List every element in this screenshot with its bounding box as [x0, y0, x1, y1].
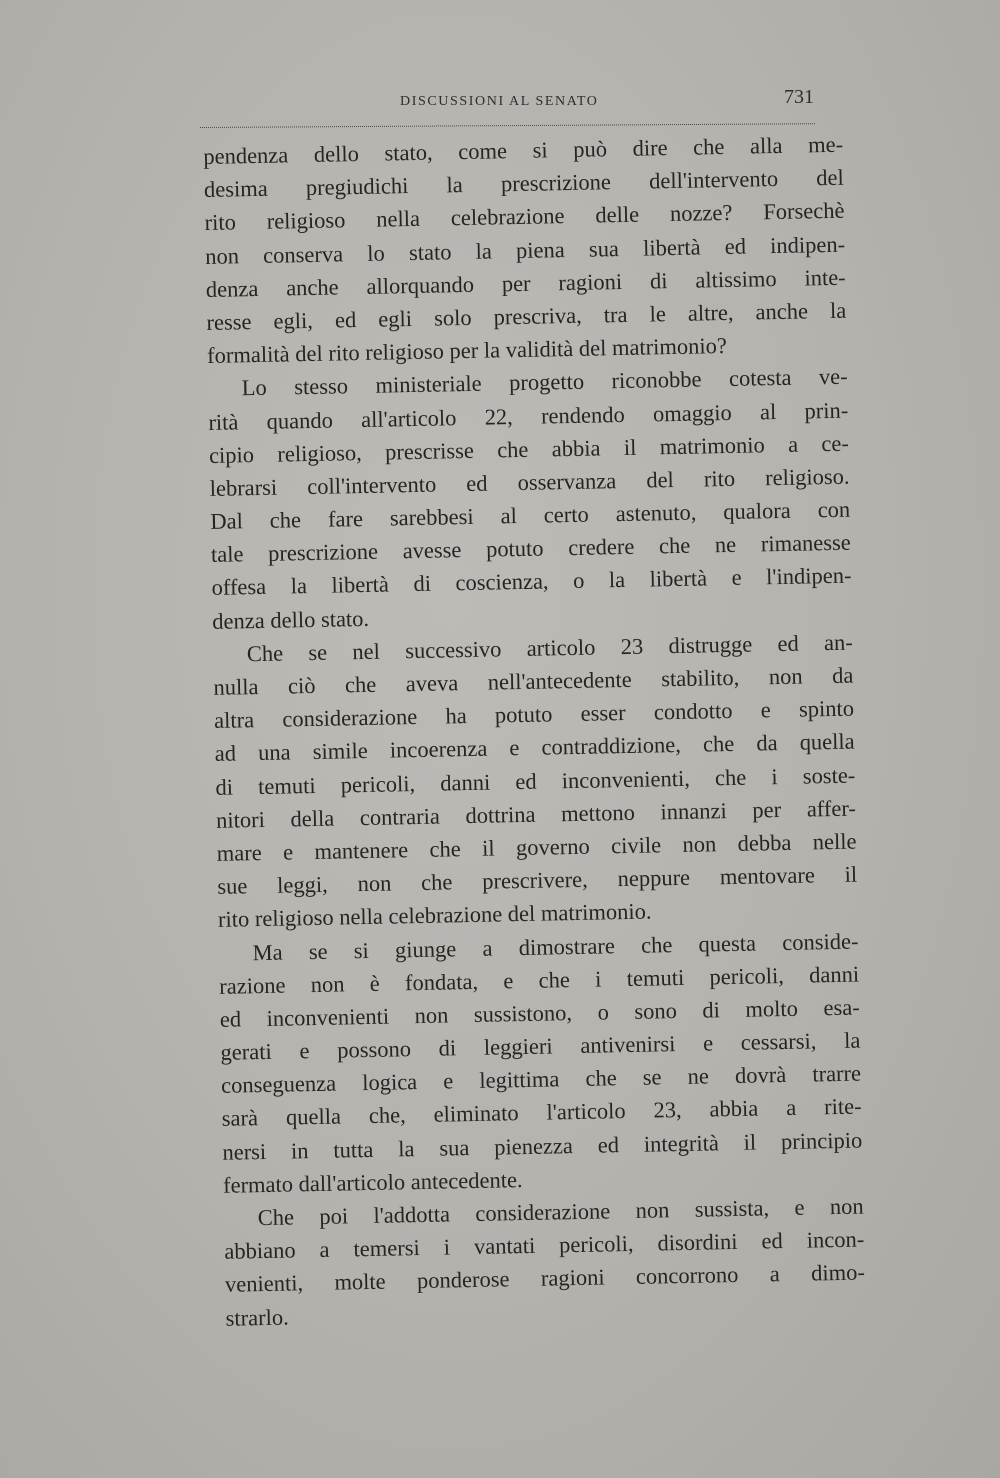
- text-line: rito religioso nella celebrazione delle nozze? Forsechè: [204, 198, 845, 236]
- text-line: abbiano a temersi i vantati pericoli, disordini ed incon-: [224, 1226, 865, 1264]
- text-line: non conserva lo stato la piena sua libertà ed indipen-: [204, 231, 846, 269]
- text-line: Che se nel successivo articolo 23 distrugge ed an-: [246, 629, 853, 667]
- text-line: tale prescrizione avesse potuto credere che ne rimanesse: [210, 529, 852, 568]
- body-text: [203, 128, 866, 1335]
- page-number: 731: [784, 86, 814, 108]
- text-line: razione non è fondata, e che i temuti pericoli, danni: [219, 961, 860, 999]
- text-line: fermato dall'articolo antecedente.: [222, 1166, 523, 1198]
- text-line: mare e mantenere che il governo civile non debba nelle: [216, 828, 857, 866]
- text-line: rito religioso nella celebrazione del matrimonio.: [217, 898, 652, 933]
- text-line: Lo stesso ministeriale progetto riconobbe cotesta ve-: [241, 363, 848, 401]
- text-line: gerati e possono di leggieri antivenirsi e cessarsi, la: [220, 1027, 861, 1065]
- text-line: lebrarsi coll'intervento ed osservanza del rito religioso.: [209, 463, 850, 501]
- text-line: Dal che fare sarebbesi al certo astenuto, qualora con: [210, 496, 851, 534]
- text-line: sue leggi, non che prescrivere, neppure mentovare il: [217, 861, 858, 899]
- text-line: nulla ciò che aveva nell'antecedente stabilito, non da: [213, 662, 854, 700]
- text-line: formalità del rito religioso per la validità del matrimonio?: [206, 333, 728, 369]
- text-line: altra considerazione ha potuto esser condotto e spinto: [213, 695, 855, 734]
- text-line: offesa la libertà di coscienza, o la libertà e l'indipen-: [211, 563, 852, 601]
- text-line: pendenza dello stato, come si può dire che alla me-: [203, 131, 844, 169]
- running-head: DISCUSSIONI AL SENATO: [400, 94, 599, 109]
- header-rule: [200, 123, 815, 128]
- text-line: conseguenza logica e legittima che se ne dovrà trarre: [220, 1060, 862, 1099]
- text-line: di temuti pericoli, danni ed inconvenienti, che i soste-: [215, 762, 856, 800]
- text-line: rità quando all'articolo 22, rendendo omaggio al prin-: [208, 397, 849, 435]
- text-line: ed inconvenienti non sussistono, o sono di molto esa-: [219, 994, 860, 1032]
- text-line: denza anche allorquando per ragioni di altissimo inte-: [205, 264, 846, 302]
- text-line: venienti, molte ponderose ragioni concorrono a dimo-: [224, 1259, 866, 1298]
- text-line: denza dello stato.: [211, 605, 370, 634]
- text-line: nitori della contraria dottrina mettono innanzi per affer-: [215, 795, 857, 833]
- text-line: Ma se si giunge a dimostrare che questa conside-: [252, 928, 859, 965]
- text-line: cipio religioso, prescrisse che abbia il matrimonio a ce-: [208, 430, 850, 468]
- text-line: nersi in tutta la sua pienezza ed integrità il principio: [222, 1127, 863, 1165]
- text-line: sarà quella che, eliminato l'articolo 23, abbia a rite-: [221, 1093, 862, 1132]
- text-line: ad una simile incoerenza e contraddizione, che da quella: [214, 728, 855, 767]
- text-line: Che poi l'addotta considerazione non sussista, e non: [257, 1193, 864, 1231]
- text-line: strarlo.: [225, 1304, 289, 1331]
- text-line: resse egli, ed egli solo prescriva, tra le altre, anche la: [206, 297, 847, 335]
- text-line: desima pregiudichi la prescrizione dell'intervento del: [203, 164, 845, 203]
